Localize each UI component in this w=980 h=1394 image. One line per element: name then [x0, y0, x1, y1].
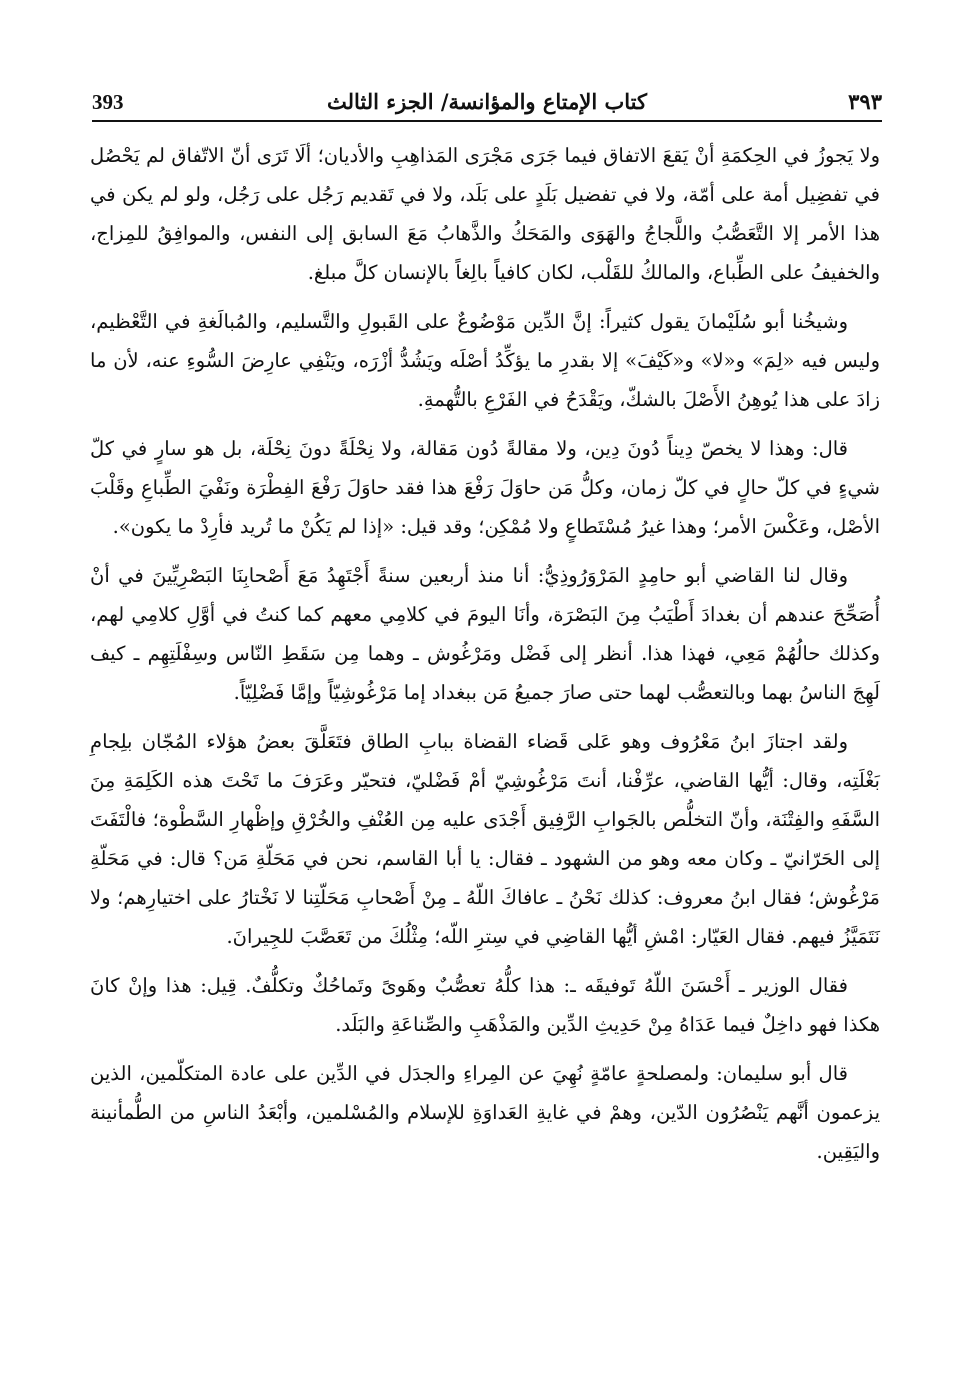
page-number-latin: 393 [92, 90, 124, 114]
running-header [92, 88, 882, 122]
paragraph-6: فقال الوزير ـ أَحْسَنَ اللّهُ تَوفيقَه ـ: هذا كلُّهُ تعصُّبٌ وهَوىً وتَماحُكٌ وتكلُّفٌ. قِيل: هذا وإنْ كانَ هكذا فهو داخِلٌ فيما عَدَاهُ مِنْ حَدِيثِ الدِّين والمَذْهَبِ والصِّناعَةِ والبَلَد. [90, 974, 880, 1036]
header-rule [92, 120, 882, 122]
paragraph-2: وشيخُنا أبو سُلَيْمانَ يقول كثيراً: إنَّ الدِّين مَوْضُوعٌ على القَبولِ والتَّسليم، والمُبالَغةِ في التَّعْظيم، وليس فيه «لِمَ» و«لا» و«كَيْفَ» إلا بقدرِ ما يؤكِّدُ أصْلَه ويَشُدُّ أزْرَه، ويَنْفِي عارِضَ السُّوءِ عنه، لأن ما زادَ على هذا يُوهِنُ الأَصْلَ بالشكّ، ويَقْدَحُ في الفَرْعِ بالتُّهمةِ. [90, 310, 880, 411]
paragraph-5: ولقد اجتازَ ابنُ مَعْرُوف وهو عَلى قَضاء القضاة ببابِ الطاق فتَعَلَّقَ بعضُ هؤلاء المُجّان بلِجامِ بَغْلَتِه، وقال: أيُّها القاضي، عرِّفْنا، أنتَ مَرْغُوشِيّ أمْ فَضْليّ، فتحيّر وعَرَفَ ما تَحْتَ هذه الكَلِمَةِ مِنَ السَّفَهِ والفِتْنَة، وأنّ التخلُّص بالجَوابِ الرَّفِيق أَجْدَى عليه مِن العُنْفِ والخُرْقِ وإظْهارِ السَّطْوة؛ فالْتَفَتَ إلى الحَرّانيّ ـ وكان معه وهو من الشهود ـ فقال: يا أبا القاسم، نحن في مَحَلّةِ مَن؟ قال: في مَحَلّةِ مَرْغُوش؛ فقال ابنُ معروف: كذلك نَحْنُ ـ عافاكَ اللّهُ ـ مِنْ أَصْحابِ مَحَلّتِنا لا نَخْتارُ على اختيارِهم؛ ولا نَتَمَيَّزُ فيهم. فقال العَيّار: امْشِ أيُّها القاضِي في سِترِ اللّه؛ مِثْلُكَ من تَعَصَّبَ للجِيرانَ. [90, 730, 880, 948]
page-body [90, 136, 880, 1181]
page-number-arabic: ٣٩٣ [848, 89, 882, 114]
book-title: كتاب الإمتاع والمؤانسة/ الجزء الثالث [326, 89, 648, 114]
paragraph-4: وقال لنا القاضي أبو حامِدٍ المَرْوَرُوذِيُّ: أنا منذ أربعين سنةً أَجْتَهِدُ مَعَ أَصْحابِنَا البَصْرِيِّينَ في أنْ أُصَحِّحَ عندهم أن بغدادَ أَطْيَبُ مِنَ البَصْرَة، وأنَا اليومَ في كلامِي معهم كما كنتُ في أوَّلِ كلامِي لهم، وكذلك حالُهُمْ مَعِي، فهذا هذا. أنظر إلى فَضْل ومَرْغُوش ـ وهما مِن سَقَطِ النّاس وسِفْلَتِهِم ـ كيف لَهِجَ الناسُ بهما وبالتعصُّب لهما حتى صارَ جميعُ مَن ببغداد إما مَرْغُوشِيّاً وإمَّا فَضْلِيّاً. [90, 564, 880, 704]
paragraph-7: قال أبو سليمان: ولمصلحةٍ عامّةٍ نُهِيَ عن المِراءِ والجدَل في الدِّين على عادة المتكلّمين، الذين يزعمون أنَّهم يَنْصُرُون الدّين، وهمْ في غايةِ العَداوَةِ للإسلام والمُسْلمين، وأبْعَدُ الناسِ من الطُّمأنينة واليَقِين. [90, 1062, 880, 1163]
paragraph-1: ولا يَجوزُ في الحِكمَةِ أنْ يَقعَ الاتفاق فيما جَرَى مَجْرَى المَذاهِبِ والأديان؛ ألَا تَرَى أنّ الاتّفاق لم يَحْصُل في تفضِيل أمة على أمّة، ولا في تفضيل بَلَدٍ على بَلَد، ولا في تَقديم رَجُل على رَجُل، ولو لم يكن في هذا الأمر إلا التَّعَصُّبُ واللَّجاجُ والهَوَى والمَحَكُ والذَّهابُ مَعَ السابق إلى النفس، والموافِقُ للمِزاج، والخفيفُ على الطِّباع، والمالكُ للقَلْب، لكان كافياً بالِغاً بالإنسان كلَّ مبلغ. [90, 144, 880, 284]
paragraph-3: قال: وهذا لا يخصّ دِيناً دُونَ دِين، ولا مقالةً دُون مَقالة، ولا نِحْلَةً دونَ نِحْلَة، بل هو سارٍ في كلّ شيءٍ في كلّ حالٍ في كلّ زمان، وكلُّ مَن حاوَلَ رَفْعَ هذا فقد حاوَلَ رَفْعَ الفِطْرَة ونَفْيَ الطِّباعِ وقَلْبَ الأصْل، وعَكْسَ الأمر؛ وهذا غيرُ مُسْتَطاعٍ ولا مُمْكِن؛ وقد قيل: «إذا لم يَكُنْ ما تُريد فأرِدْ ما يكون». [90, 437, 880, 538]
